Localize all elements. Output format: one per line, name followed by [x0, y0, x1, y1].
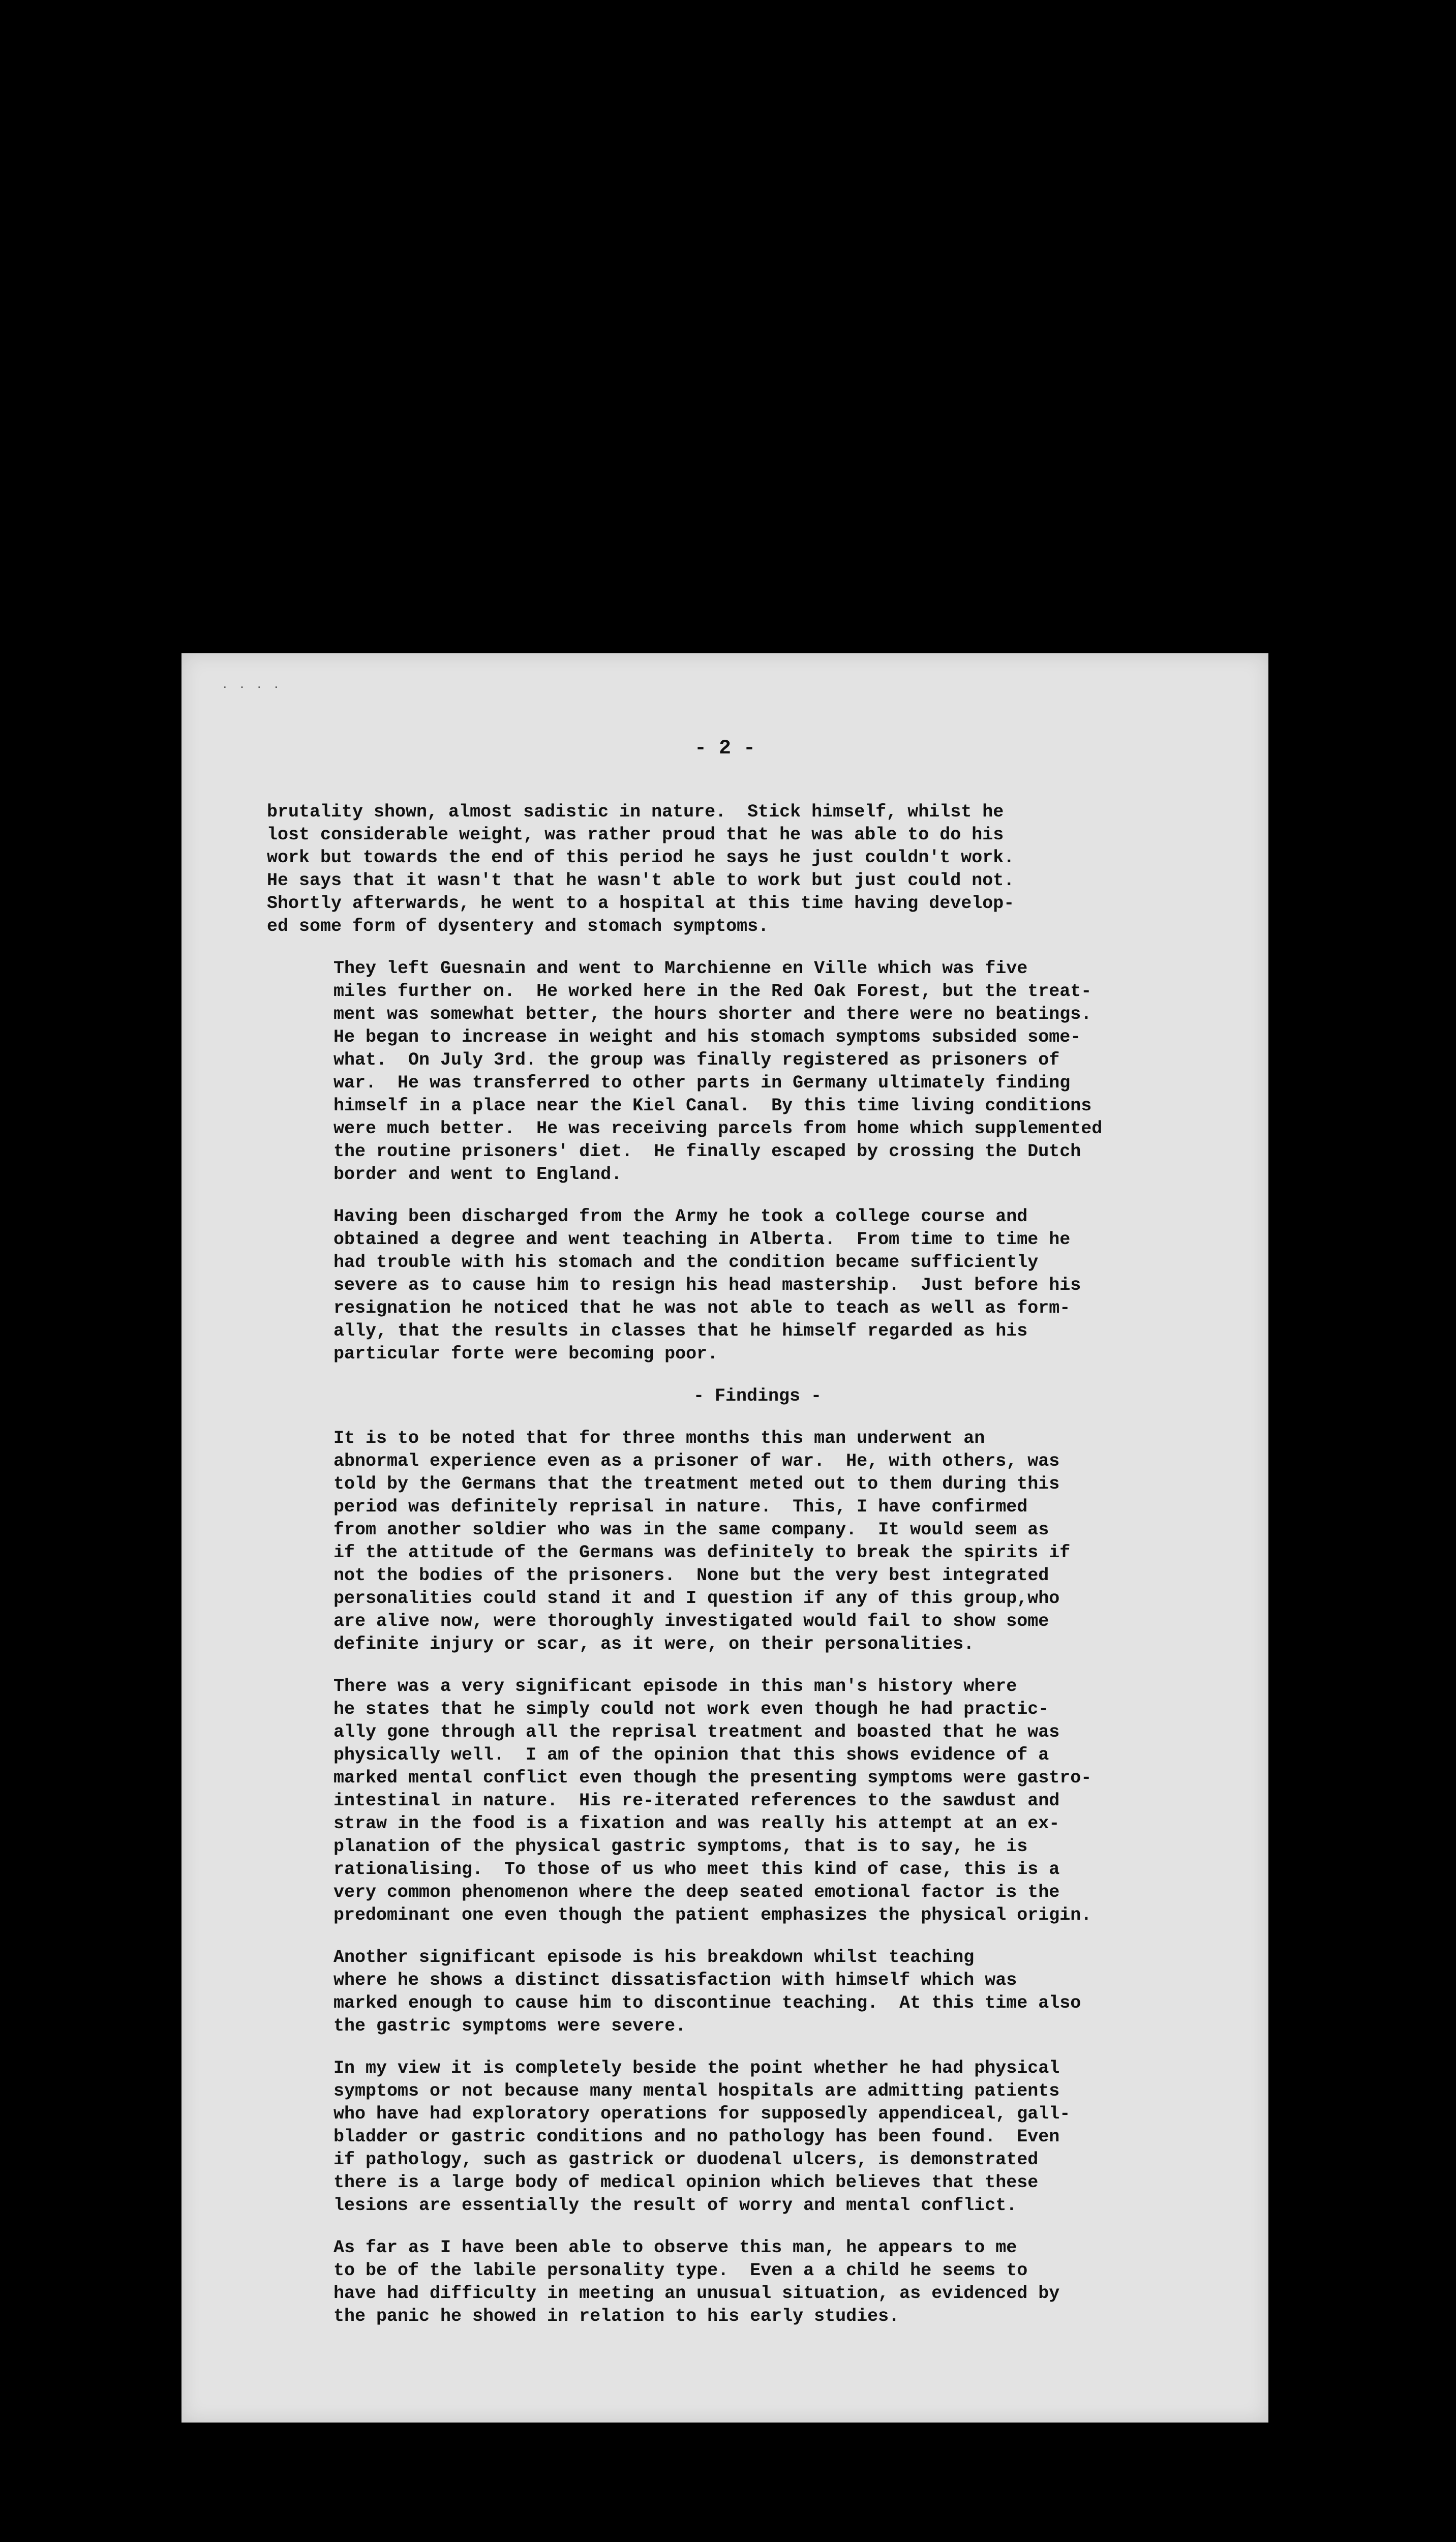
page-number: - 2 - [694, 737, 756, 760]
text-line: not the bodies of the prisoners. None but the very best integrated [333, 1565, 1049, 1586]
text-line: ally gone through all the reprisal treatment and boasted that he was [333, 1722, 1060, 1742]
text-line: abnormal experience even as a prisoner of war. He, with others, was [333, 1451, 1060, 1471]
text-line: what. On July 3rd. the group was finally registered as prisoners of [333, 1050, 1060, 1070]
text-line: There was a very significant episode in this man's history where [333, 1676, 1017, 1697]
text-line: marked mental conflict even though the presenting symptoms were gastro- [333, 1768, 1092, 1788]
paragraph [267, 1205, 1248, 1366]
paragraph [267, 801, 1248, 938]
text-line: where he shows a distinct dissatisfaction with himself which was [333, 1970, 1017, 1990]
text-line: In my view it is completely beside the point whether he had physical [333, 2058, 1060, 2078]
text-line: ally, that the results in classes that he himself regarded as his [333, 1321, 1028, 1341]
paragraph [267, 2057, 1248, 2217]
text-line: marked enough to cause him to discontinue teaching. At this time also [333, 1993, 1081, 2013]
text-line: He began to increase in weight and his stomach symptoms subsided some- [333, 1027, 1081, 1047]
text-line: told by the Germans that the treatment meted out to them during this [333, 1474, 1060, 1494]
text-line: were much better. He was receiving parcels from home which supplemented [333, 1118, 1103, 1139]
text-line: from another soldier who was in the same company. It would seem as [333, 1520, 1049, 1540]
text-line: lost considerable weight, was rather proud that he was able to do his [267, 825, 1004, 845]
document-body [267, 801, 1248, 2347]
paragraph [267, 957, 1248, 1186]
text-line: have had difficulty in meeting an unusual situation, as evidenced by [333, 2283, 1060, 2304]
text-line: Having been discharged from the Army he took a college course and [333, 1206, 1028, 1227]
paragraph [267, 1427, 1248, 1656]
text-line: brutality shown, almost sadistic in nature. Stick himself, whilst he [267, 802, 1004, 822]
findings-section [267, 1427, 1248, 2328]
text-line: there is a large body of medical opinion which believes that these [333, 2172, 1039, 2193]
document-page [181, 653, 1268, 2423]
text-line: period was definitely reprisal in nature. This, I have confirmed [333, 1497, 1028, 1517]
text-line: As far as I have been able to observe this man, he appears to me [333, 2237, 1017, 2258]
text-line: Shortly afterwards, he went to a hospital at this time having develop- [267, 893, 1015, 914]
text-line: planation of the physical gastric symptoms, that is to say, he is [333, 1836, 1028, 1857]
text-line: Another significant episode is his breakdown whilst teaching [333, 1947, 975, 1968]
text-line: himself in a place near the Kiel Canal. By this time living conditions [333, 1096, 1092, 1116]
text-line: ed some form of dysentery and stomach symptoms. [267, 916, 769, 936]
text-line: miles further on. He worked here in the Red Oak Forest, but the treat- [333, 981, 1092, 1002]
text-line: physically well. I am of the opinion that this shows evidence of a [333, 1745, 1049, 1765]
history-section [267, 801, 1248, 1366]
text-line: to be of the labile personality type. Even a a child he seems to [333, 2260, 1028, 2281]
text-line: are alive now, were thoroughly investigated would fail to show some [333, 1611, 1049, 1631]
text-line: rationalising. To those of us who meet this kind of case, this is a [333, 1859, 1060, 1880]
text-line: definite injury or scar, as it were, on their personalities. [333, 1634, 975, 1654]
text-line: They left Guesnain and went to Marchienne en Ville which was five [333, 958, 1028, 979]
text-line: ment was somewhat better, the hours shorter and there were no beatings. [333, 1004, 1092, 1024]
text-line: lesions are essentially the result of worry and mental conflict. [333, 2195, 1017, 2216]
text-line: very common phenomenon where the deep seated emotional factor is the [333, 1882, 1060, 1902]
text-line: obtained a degree and went teaching in Alberta. From time to time he [333, 1229, 1071, 1250]
paragraph [267, 1675, 1248, 1927]
text-line: severe as to cause him to resign his head mastership. Just before his [333, 1275, 1081, 1295]
text-line: intestinal in nature. His re-iterated references to the sawdust and [333, 1791, 1060, 1811]
text-line: particular forte were becoming poor. [333, 1344, 718, 1364]
paragraph [267, 2236, 1248, 2328]
text-line: work but towards the end of this period he says he just couldn't work. [267, 848, 1015, 868]
text-line: he states that he simply could not work even though he had practic- [333, 1699, 1049, 1719]
text-line: if pathology, such as gastrick or duodenal ulcers, is demonstrated [333, 2150, 1039, 2170]
text-line: the routine prisoners' diet. He finally escaped by crossing the Dutch [333, 1141, 1081, 1162]
findings-heading: - Findings - [693, 1386, 822, 1406]
text-line: bladder or gastric conditions and no pathology has been found. Even [333, 2127, 1060, 2147]
text-line: It is to be noted that for three months this man underwent an [333, 1428, 985, 1448]
text-line: personalities could stand it and I question if any of this group,who [333, 1588, 1060, 1609]
text-line: the panic he showed in relation to his early studies. [333, 2306, 900, 2326]
text-line: straw in the food is a fixation and was really his attempt at an ex- [333, 1813, 1060, 1834]
text-line: the gastric symptoms were severe. [333, 2016, 686, 2036]
text-line: symptoms or not because many mental hospitals are admitting patients [333, 2081, 1060, 2101]
text-line: border and went to England. [333, 1164, 622, 1185]
text-line: predominant one even though the patient emphasizes the physical origin. [333, 1905, 1092, 1925]
text-line: if the attitude of the Germans was definitely to break the spirits if [333, 1542, 1071, 1563]
text-line: had trouble with his stomach and the condition became sufficiently [333, 1252, 1039, 1273]
paragraph [267, 1946, 1248, 2038]
text-line: who have had exploratory operations for supposedly appendiceal, gall- [333, 2104, 1071, 2124]
text-line: resignation he noticed that he was not able to teach as well as form- [333, 1298, 1071, 1318]
page-marks: · · · · [222, 683, 282, 693]
text-line: He says that it wasn't that he wasn't able to work but just could not. [267, 870, 1015, 891]
text-line: war. He was transferred to other parts in Germany ultimately finding [333, 1073, 1071, 1093]
